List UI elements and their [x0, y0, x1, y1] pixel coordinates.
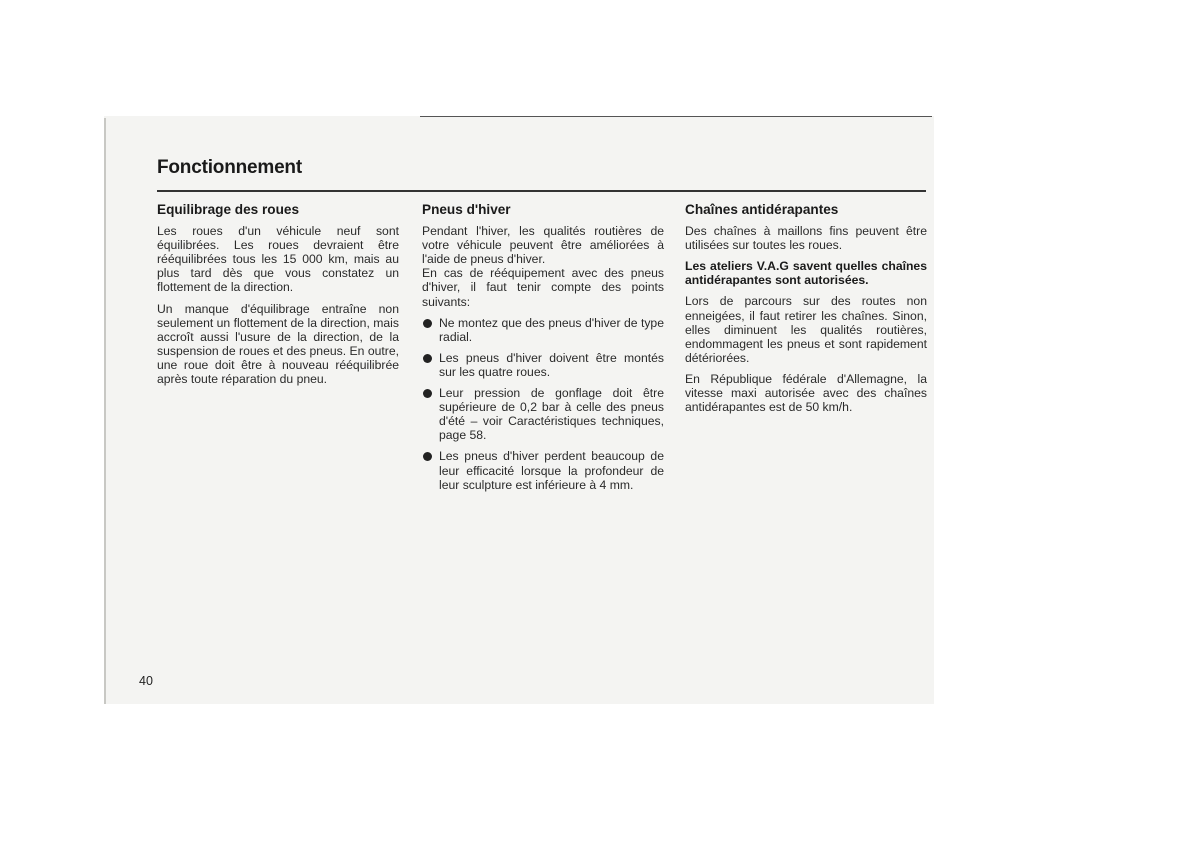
paragraph: En République fédérale d'Allemagne, la vitesse maxi autorisée avec des chaînes antidérapantes est de 50 km/h.: [685, 371, 927, 415]
column-wheel-balancing: [157, 203, 399, 393]
list-item-text: Les pneus d'hiver doivent être montés sur les quatre roues.: [439, 350, 664, 379]
title-rule: [157, 190, 926, 192]
column-winter-tyres: [422, 203, 664, 499]
list-item: [422, 351, 664, 379]
heading-wheel-balancing: Equilibrage des roues: [157, 202, 300, 217]
top-rule: [420, 116, 932, 117]
list-item: [422, 316, 664, 344]
heading-winter-tyres: Pneus d'hiver: [422, 202, 511, 217]
section-title: Fonctionnement: [157, 157, 302, 178]
paragraph: Lors de parcours sur des routes non enneigées, il faut retirer les chaînes. Sinon, elles diminuent les qualités routières, endommagent les pneus et sont rapidement détériorées.: [685, 294, 927, 365]
list-item: [422, 386, 664, 442]
bullet-icon: [423, 452, 432, 461]
list-item: [422, 449, 664, 491]
paragraph: En cas de rééquipement avec des pneus d'hiver, il faut tenir compte des points suivants:: [422, 266, 664, 309]
list-item-text: Les pneus d'hiver perdent beaucoup de leur efficacité lorsque la profondeur de leur sculpture est inférieure à 4 mm.: [439, 449, 664, 492]
page-number: 40: [139, 674, 153, 688]
page-edge: [104, 118, 106, 704]
column-snow-chains: [685, 203, 927, 421]
paragraph-emphasis: Les ateliers V.A.G savent quelles chaînes antidérapantes sont autorisées.: [685, 259, 927, 288]
list-item-text: Ne montez que des pneus d'hiver de type radial.: [439, 315, 664, 344]
bullet-icon: [423, 389, 432, 398]
paragraph: Pendant l'hiver, les qualités routières de votre véhicule peuvent être améliorées à l'aide de pneus d'hiver.: [422, 224, 664, 267]
bullet-list: [422, 316, 664, 492]
paragraph: Les roues d'un véhicule neuf sont équilibrées. Les roues devraient être rééquilibrées tous les 15 000 km, mais au plus tard dès que vous constatez un flottement de la direction.: [157, 224, 399, 295]
list-item-text: Leur pression de gonflage doit être supérieure de 0,2 bar à celle des pneus d'été – voir Caractéristiques techniques, page 58.: [439, 386, 664, 443]
heading-snow-chains: Chaînes antidérapantes: [685, 202, 839, 217]
paragraph: Des chaînes à maillons fins peuvent être utilisées sur toutes les roues.: [685, 224, 927, 253]
bullet-icon: [423, 354, 432, 363]
paragraph: Un manque d'équilibrage entraîne non seulement un flottement de la direction, mais accroît aussi l'usure de la direction, de la suspension de roues et des pneus. En outre, une roue doit être à nouveau rééquilibrée après toute réparation du pneu.: [157, 301, 399, 387]
bullet-icon: [423, 319, 432, 328]
